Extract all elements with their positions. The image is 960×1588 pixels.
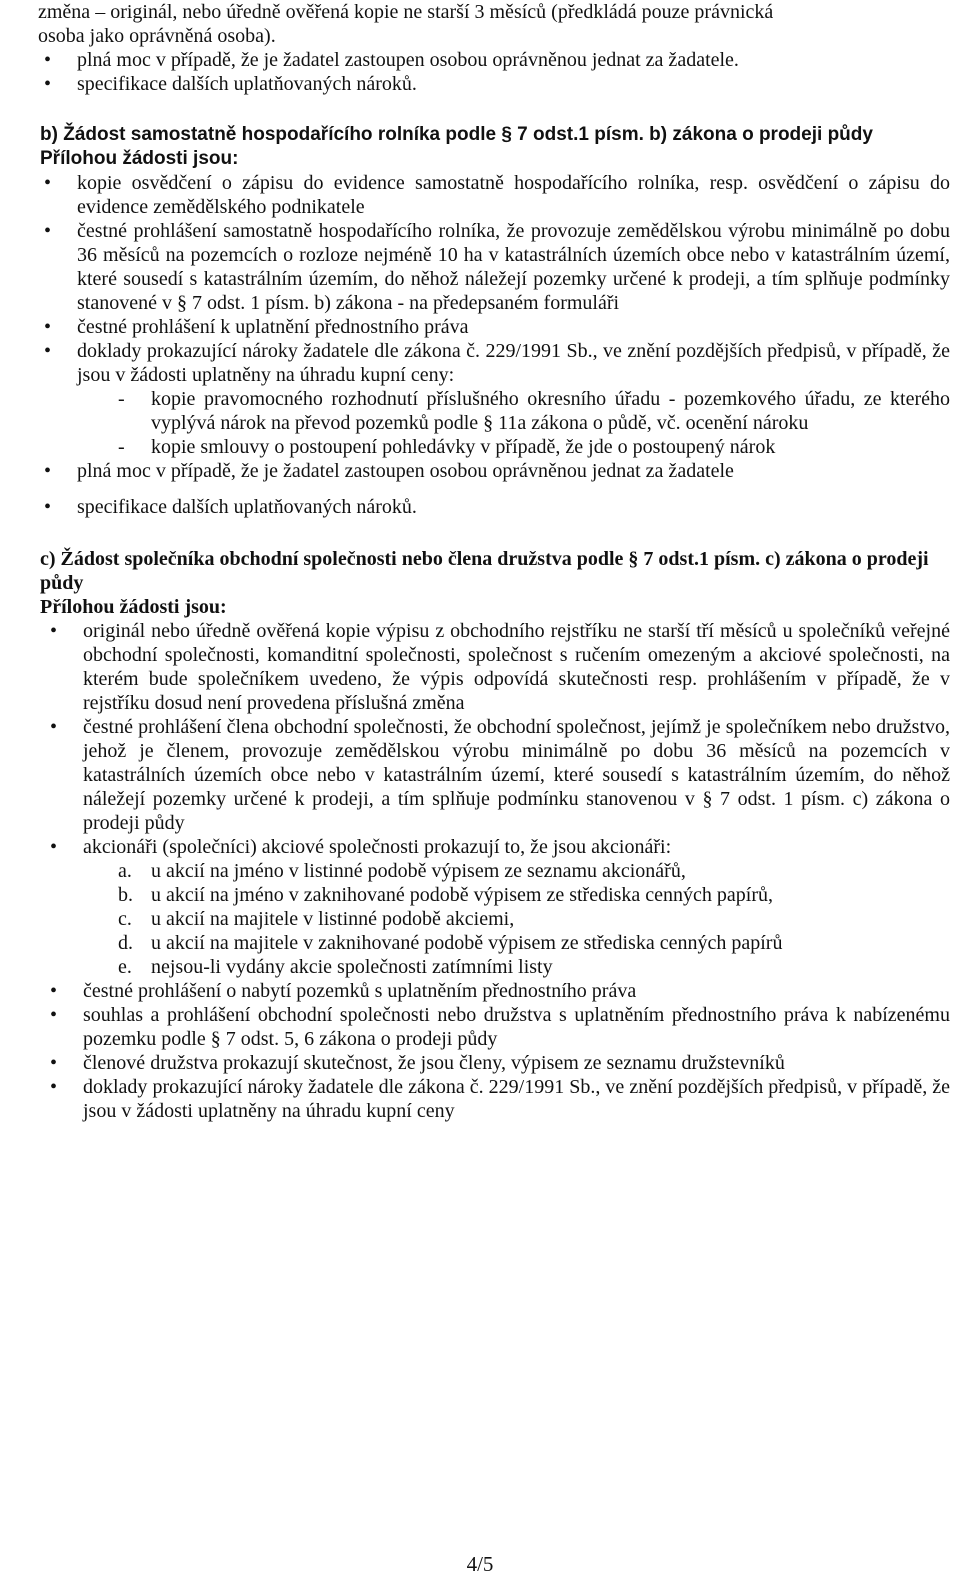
continuation-line-1: změna – originál, nebo úředně ověřená kopie ne starší 3 měsíců (předkládá pouze právnická	[38, 1, 774, 23]
list-item: • originál nebo úředně ověřená kopie výpisu z obchodního rejstříku ne starší tří měsíců u společníků veřejné obchodní společnosti, komanditní společnosti, společnost s ručením omezeným a akciové společnosti, na kterém bude společníkem uvedeno, že výpis odpovídá skutečnosti resp. prohlášením v případě, že v rejstříku dosud není provedena příslušná změna	[50, 620, 950, 714]
bullet-icon: •	[50, 1004, 58, 1026]
lettered-item: c. u akcií na majitele v listinné podobě akciemi,	[118, 908, 515, 930]
bullet-icon: •	[44, 496, 52, 518]
list-item: • doklady prokazující nároky žadatele dle zákona č. 229/1991 Sb., ve znění pozdějších předpisů, v případě, že jsou v žádosti uplatněny na úhradu kupní ceny	[50, 1076, 950, 1122]
bullet-icon: •	[44, 220, 52, 242]
list-item: • akcionáři (společníci) akciové společnosti prokazují to, že jsou akcionáři:	[50, 836, 672, 858]
bullet-icon: •	[50, 620, 58, 642]
bullet-icon: •	[50, 980, 58, 1002]
dash-item: - kopie pravomocného rozhodnutí příslušného okresního úřadu - pozemkového úřadu, ze kterého vyplývá nárok na převod pozemků podle § 11a zákona o půdě, vč. ocenění nároku	[118, 388, 950, 434]
list-item: • plná moc v případě, že je žadatel zastoupen osobou oprávněnou jednat za žadatele.	[44, 49, 739, 71]
bullet-icon: •	[44, 172, 52, 194]
list-item: • čestné prohlášení člena obchodní společnosti, že obchodní společnost, jejímž je společníkem nebo družstvo, jehož je členem, provozuje zemědělskou výrobu minimálně po dobu 36 měsíců na pozemcích v katastrálních územích obce nebo v katastrálním území, které sousedí s katastrálním územím, do něhož náležejí pozemky určené k prodeji, a tím splňuje podmínku stanovenou v § 7 odst. 1 písm. c) zákona o prodeji půdy	[50, 716, 950, 834]
bullet-icon: •	[44, 460, 52, 482]
page-number: 4/5	[466, 1552, 494, 1576]
list-item: • kopie osvědčení o zápisu do evidence samostatně hospodařícího rolníka, resp. osvědčení o zápisu do evidence zemědělského podnikatele	[44, 172, 950, 218]
bullet-icon: •	[50, 836, 58, 858]
list-item: • čestné prohlášení o nabytí pozemků s uplatněním přednostního práva	[50, 980, 637, 1002]
dash-icon: -	[118, 436, 125, 458]
list-item: • čestné prohlášení k uplatnění přednostního práva	[44, 316, 469, 338]
section-b-heading: b) Žádost samostatně hospodařícího rolníka podle § 7 odst.1 písm. b) zákona o prodeji půdy	[40, 124, 873, 145]
item-marker: e.	[118, 956, 132, 978]
section-c-subheading: Přílohou žádosti jsou:	[40, 596, 227, 618]
item-marker: d.	[118, 932, 133, 954]
lettered-item: e. nejsou-li vydány akcie společnosti zatímními listy	[118, 956, 553, 978]
lettered-item: d. u akcií na majitele v zaknihované podobě výpisem ze střediska cenných papírů	[118, 932, 783, 954]
bullet-icon: •	[50, 1052, 58, 1074]
section-c-heading: c) Žádost společníka obchodní společnosti nebo člena družstva podle § 7 odst.1 písm. c) zákona o prodeji půdy	[40, 548, 929, 594]
bullet-icon: •	[50, 1076, 58, 1098]
list-item: • souhlas a prohlášení obchodní společnosti nebo družstva s uplatněním přednostního práva k nabízenému pozemku podle § 7 odst. 5, 6 zákona o prodeji půdy	[50, 1004, 950, 1050]
item-marker: b.	[118, 884, 133, 906]
lettered-item: a. u akcií na jméno v listinné podobě výpisem ze seznamu akcionářů,	[118, 860, 686, 882]
lettered-item: b. u akcií na jméno v zaknihované podobě výpisem ze střediska cenných papírů,	[118, 884, 774, 906]
bullet-icon: •	[44, 73, 52, 95]
list-item: • čestné prohlášení samostatně hospodařícího rolníka, že provozuje zemědělskou výrobu minimálně po dobu 36 měsíců na pozemcích o rozloze nejméně 10 ha v katastrálních územích obce nebo v katastrálním území, které sousedí s katastrálním územím, do něhož náležejí pozemky určené k prodeji, a tím splňuje podmínky stanovené v § 7 odst. 1 písm. b) zákona - na předepsaném formuláři	[44, 220, 950, 314]
bullet-icon: •	[44, 49, 52, 71]
list-item: • doklady prokazující nároky žadatele dle zákona č. 229/1991 Sb., ve znění pozdějších předpisů, v případě, že jsou v žádosti uplatněny na úhradu kupní ceny:	[44, 340, 950, 386]
bullet-icon: •	[44, 340, 52, 362]
item-marker: c.	[118, 908, 132, 930]
bullet-icon: •	[50, 716, 58, 738]
section-b-subheading: Přílohou žádosti jsou:	[40, 148, 239, 169]
continuation-line-2: osoba jako oprávněná osoba).	[38, 25, 276, 47]
list-item: • plná moc v případě, že je žadatel zastoupen osobou oprávněnou jednat za žadatele	[44, 460, 734, 482]
bullet-icon: •	[44, 316, 52, 338]
item-marker: a.	[118, 860, 132, 882]
list-item: • specifikace dalších uplatňovaných nároků.	[44, 496, 417, 518]
document-page	[40, 0, 950, 1123]
dash-item: - kopie smlouvy o postoupení pohledávky v případě, že jde o postoupený nárok	[118, 436, 776, 458]
list-item: • specifikace dalších uplatňovaných nároků.	[44, 73, 417, 95]
list-item: • členové družstva prokazují skutečnost, že jsou členy, výpisem ze seznamu družstevníků	[50, 1052, 785, 1074]
dash-icon: -	[118, 388, 125, 410]
